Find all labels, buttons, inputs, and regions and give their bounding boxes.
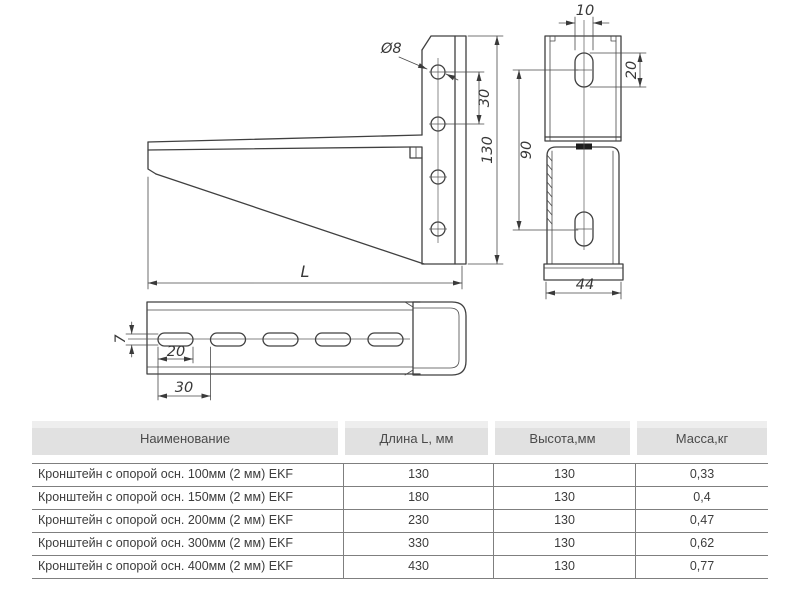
top-view xyxy=(113,302,466,400)
cell-mass: 0,62 xyxy=(635,533,768,555)
cell-height: 130 xyxy=(493,533,635,555)
cell-height: 130 xyxy=(493,556,635,578)
table-header-mass: Масса,кг xyxy=(637,421,767,455)
cell-name: Кронштейн с опорой осн. 100мм (2 мм) EKF xyxy=(38,467,294,481)
dim-hole-diameter: Ø8 xyxy=(381,41,402,57)
dim-slot-height: 7 xyxy=(113,334,129,344)
table-header-row xyxy=(32,421,768,455)
table-row xyxy=(32,555,768,579)
cell-height: 130 xyxy=(493,510,635,532)
arm-edge-hatch xyxy=(547,155,552,224)
table-row xyxy=(32,486,768,509)
cell-name: Кронштейн с опорой осн. 300мм (2 мм) EKF xyxy=(38,536,294,550)
table-row xyxy=(32,532,768,555)
cell-length: 430 xyxy=(343,556,493,578)
dim-slot-length: 20 xyxy=(624,60,640,80)
spec-table xyxy=(32,421,768,579)
table-header-length: Длина L, мм xyxy=(345,421,488,455)
cell-name: Кронштейн с опорой осн. 150мм (2 мм) EKF xyxy=(38,490,294,504)
table-row xyxy=(32,509,768,532)
cell-height: 130 xyxy=(493,487,635,509)
cell-name: Кронштейн с опорой осн. 200мм (2 мм) EKF xyxy=(38,513,294,527)
side-view xyxy=(148,36,503,289)
cell-length: 180 xyxy=(343,487,493,509)
dim-height: 130 xyxy=(480,136,496,164)
top-view-slots xyxy=(158,333,403,346)
dim-slot-width: 10 xyxy=(575,3,595,19)
dim-top-slot-length: 20 xyxy=(166,344,186,360)
table-row xyxy=(32,463,768,486)
dim-slot-distance: 90 xyxy=(519,140,535,160)
cell-mass: 0,33 xyxy=(635,464,768,486)
front-view xyxy=(513,3,646,299)
cell-mass: 0,4 xyxy=(635,487,768,509)
dim-length: L xyxy=(300,262,310,281)
dim-width: 44 xyxy=(575,277,595,293)
cell-length: 330 xyxy=(343,533,493,555)
table-body xyxy=(32,463,768,579)
dim-hole-spacing: 30 xyxy=(477,88,493,108)
table-header-height: Высота,мм xyxy=(495,421,630,455)
table-header-name: Наименование xyxy=(32,421,338,455)
dim-slot-pitch: 30 xyxy=(174,380,194,396)
cell-mass: 0,77 xyxy=(635,556,768,578)
cell-name: Кронштейн с опорой осн. 400мм (2 мм) EKF xyxy=(38,559,294,573)
cell-length: 230 xyxy=(343,510,493,532)
cell-height: 130 xyxy=(493,464,635,486)
cell-mass: 0,47 xyxy=(635,510,768,532)
cell-length: 130 xyxy=(343,464,493,486)
